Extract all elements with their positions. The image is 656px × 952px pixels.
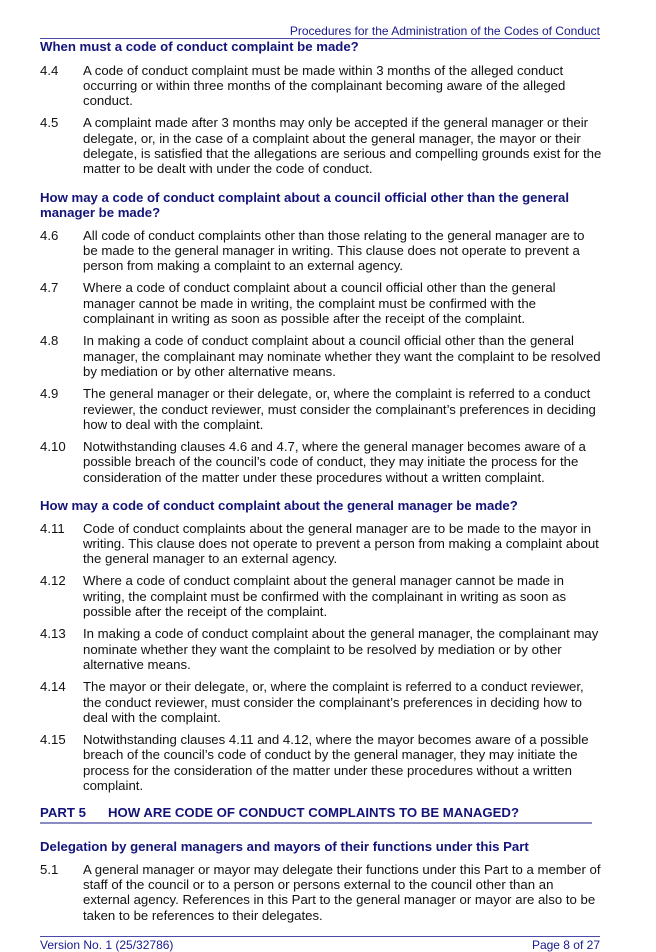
clause-text: The general manager or their delegate, or, where the complaint is referred to a conduct reviewer, the conduct reviewer, must consider the complainant’s preferences in deciding how to deal with the complaint.	[83, 386, 596, 432]
clause-number: 4.9	[40, 386, 59, 402]
clause-4-9	[40, 386, 602, 432]
clause-text: Where a code of conduct complaint about a council official other than the general manager cannot be made in writing, the complaint must be confirmed with the complainant in writing as soon as possible after the receipt of the complaint.	[83, 280, 556, 327]
clause-4-15	[40, 732, 602, 793]
clause-text: Where a code of conduct complaint about the general manager cannot be made in writing, the complaint must be confirmed with the complainant in writing as soon as possible after the receipt of the complaint.	[83, 573, 567, 620]
clause-text: Notwithstanding clauses 4.6 and 4.7, where the general manager becomes aware of a possible breach of the council’s code of conduct, they may initiate the process for the consideration of the matter under these procedures without a written complaint.	[83, 439, 586, 485]
page-content	[40, 39, 602, 923]
section-heading: How may a code of conduct complaint about the general manager be made?	[40, 498, 518, 514]
clause-text: All code of conduct complaints other than those relating to the general manager are to be made to the general manager in writing. This clause does not operate to prevent a person from making a complaint to an external agency.	[83, 227, 585, 274]
clause-4-11	[40, 521, 602, 567]
clause-text: A general manager or mayor may delegate their functions under this Part to a member of staff of the council or to a person or persons external to the council other than an external agency. References in this Part to the general manager or mayor are also to be taken to be references to their delegates.	[83, 861, 601, 923]
clause-number: 4.4	[40, 62, 59, 78]
clause-number: 4.14	[40, 679, 66, 695]
clause-4-13	[40, 626, 602, 672]
part-number: PART 5	[40, 805, 86, 821]
clause-text: Notwithstanding clauses 4.11 and 4.12, where the mayor becomes aware of a possible breach of the council’s code of conduct by the general manager, they may initiate the process for the consideration of the matter under these procedures without a written complaint.	[83, 732, 589, 793]
clause-5-1	[40, 862, 602, 923]
clause-4-14	[40, 679, 602, 725]
clause-4-6	[40, 228, 602, 274]
section-heading: Delegation by general managers and mayors of their functions under this Part	[40, 839, 529, 855]
clause-4-12	[40, 573, 602, 619]
clause-text: In making a code of conduct complaint about a council official other than the general manager, the complainant may nominate whether they want the complaint to be resolved by mediation or by other alternative means.	[83, 333, 601, 379]
clause-number: 4.15	[40, 732, 66, 748]
clause-number: 4.13	[40, 626, 66, 642]
version-number: Version No. 1 (25/32786)	[40, 938, 174, 952]
clause-4-10	[40, 439, 602, 485]
clause-text: A code of conduct complaint must be made within 3 months of the alleged conduct occurring or within three months of the complainant becoming aware of the alleged conduct.	[83, 62, 566, 109]
page-number: Page 8 of 27	[531, 938, 600, 952]
clause-number: 4.5	[40, 115, 59, 131]
clause-number: 4.6	[40, 227, 59, 243]
clause-text: The mayor or their delegate, or, where the complaint is referred to a conduct reviewer, the conduct reviewer, must consider the complainant’s preferences in deciding how to deal with the complaint.	[83, 679, 584, 725]
part-heading	[40, 805, 592, 824]
clause-number: 4.11	[40, 520, 65, 536]
clause-number: 4.10	[40, 439, 66, 455]
clause-number: 4.12	[40, 573, 66, 589]
running-header	[40, 24, 600, 39]
section-heading: When must a code of conduct complaint be made?	[40, 39, 359, 54]
clause-text: In making a code of conduct complaint about the general manager, the complainant may nominate whether they want the complaint to be resolved by mediation or by other alternative means.	[83, 626, 599, 672]
clause-4-7	[40, 280, 602, 326]
document-title: Procedures for the Administration of the Codes of Conduct	[289, 24, 600, 38]
clause-text: A complaint made after 3 months may only be accepted if the general manager or their delegate, or, in the case of a complaint about the general manager, the mayor or their delegate, is satisfied that the allegations are serious and compelling grounds exist for the matter to be dealt with under the code of conduct.	[83, 115, 602, 177]
clause-number: 4.7	[40, 280, 59, 296]
part-title: HOW ARE CODE OF CONDUCT COMPLAINTS TO BE MANAGED?	[108, 805, 520, 821]
clause-number: 5.1	[40, 861, 59, 877]
clause-number: 4.8	[40, 333, 59, 349]
clause-4-4	[40, 63, 602, 109]
clause-4-5	[40, 115, 602, 176]
section-heading: How may a code of conduct complaint about a council official other than the general manager be made?	[40, 189, 570, 221]
clause-4-8	[40, 333, 602, 379]
clause-text: Code of conduct complaints about the general manager are to be made to the mayor in writing. This clause does not operate to prevent a person from making a complaint about the general manager to an external agency.	[83, 520, 599, 567]
